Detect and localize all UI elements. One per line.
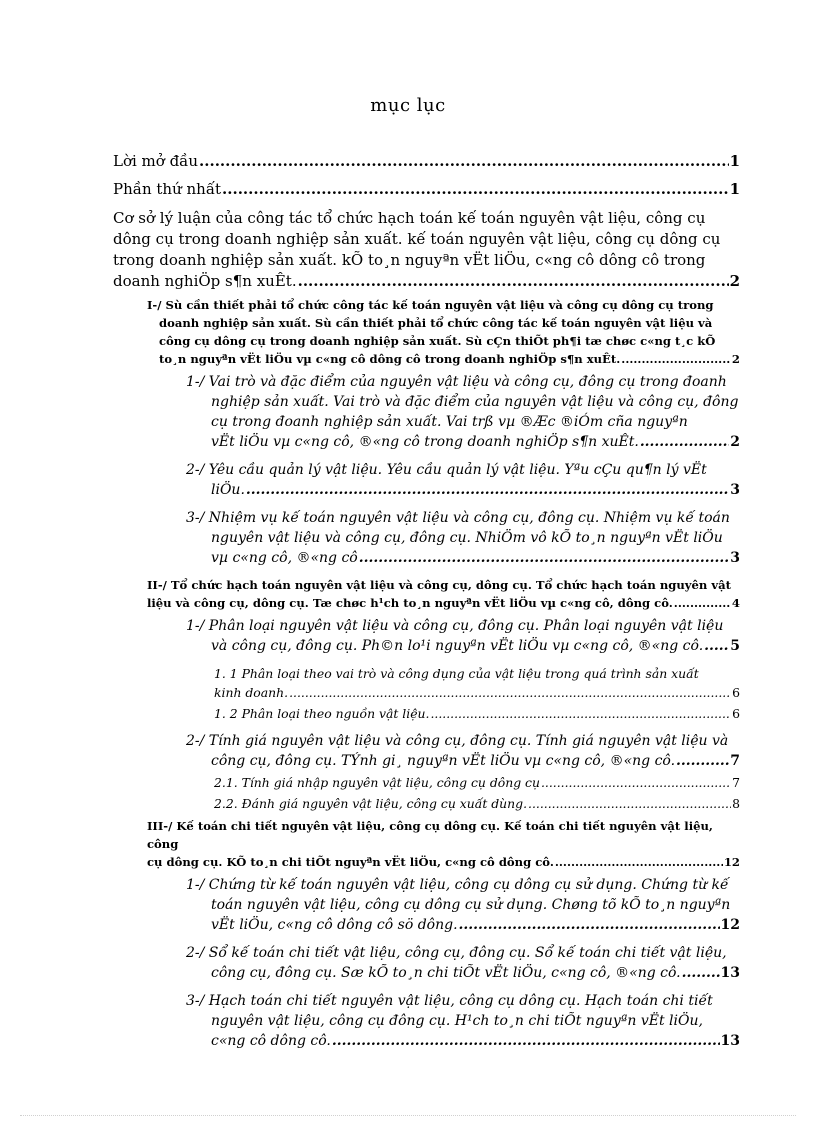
toc-page-number: 13 xyxy=(720,965,740,981)
toc-entry-ii-1[interactable] xyxy=(186,616,740,656)
toc-page-number: 1 xyxy=(729,152,740,170)
dot-leader xyxy=(541,773,731,792)
toc-entry-section-ii[interactable] xyxy=(147,576,740,612)
dot-leader xyxy=(298,271,729,292)
toc-entry-title-cont: toán nguyên vật liệu, công cụ dông cụ sử dụng. Chøng tõ kÕ to¸n nguyªn xyxy=(211,897,731,913)
toc-page-number: 6 xyxy=(732,706,740,721)
dot-leader xyxy=(676,751,729,771)
toc-page-number: 3 xyxy=(730,550,740,566)
toc-entry-i-3[interactable] xyxy=(186,508,740,568)
toc-entry-ii-2[interactable] xyxy=(186,731,740,771)
dot-leader xyxy=(246,480,729,500)
toc-entry-title-end: công cụ, đông cụ. Sæ kÕ to¸n chi tiÕt vËt liÖu, c«ng cô, ®«ng cô. xyxy=(211,965,681,981)
toc-entry-title-end: c«ng cô dông cô. xyxy=(211,1033,331,1049)
dot-leader xyxy=(682,963,720,983)
toc-entry-title: III-/ Kế toán chi tiết nguyên vật liệu, công cụ dông cụ. Kế toán chi tiết nguyên vật liệu, công xyxy=(147,819,713,851)
toc-entry-section-iii[interactable] xyxy=(147,817,740,871)
toc-entry-title-cont: nguyên vật liệu và công cụ, đông cụ. NhiÖm vô kÕ to¸n nguyªn vËt liÖu xyxy=(211,530,723,546)
toc-page-number: 2 xyxy=(731,352,740,366)
dot-leader xyxy=(359,548,730,568)
toc-entry-title-end: liệu và công cụ, dông cụ. Tæ chøc h¹ch to¸n nguyªn vËt liÖu vµ c«ng cô, dông cô. xyxy=(147,596,673,610)
dot-leader xyxy=(222,180,729,198)
toc-entry-title: 2.1. Tính giá nhập nguyên vật liệu, công cụ dông cụ xyxy=(214,775,540,790)
toc-page-number: 2 xyxy=(729,272,740,290)
toc-entry-title: 1-/ Chứng từ kế toán nguyên vật liệu, công cụ dông cụ sử dụng. Chứng từ kế xyxy=(186,877,729,893)
toc-page-number: 1 xyxy=(729,180,740,198)
toc-page-number: 13 xyxy=(720,1033,740,1049)
toc-entry-title-end: doanh nghiÖp s¶n xuÊt. xyxy=(113,272,297,290)
toc-entry-title-end: công cụ, đông cụ. TÝnh gi¸ nguyªn vËt liÖu vµ c«ng cô, ®«ng cô. xyxy=(211,753,676,769)
toc-entry-ii-2-2[interactable] xyxy=(214,794,740,813)
toc-entry-iii-3[interactable] xyxy=(186,991,740,1051)
dot-leader xyxy=(289,683,731,702)
dot-leader xyxy=(332,1031,720,1051)
toc-entry-title: 1. 2 Phân loại theo nguồn vật liệu. xyxy=(214,706,430,721)
dot-leader xyxy=(459,915,720,935)
dot-leader xyxy=(555,853,723,871)
toc-entry-co-so-ly-luan[interactable] xyxy=(113,208,740,292)
toc-page-number: 4 xyxy=(731,596,740,610)
toc-entry-loi-mo-dau[interactable] xyxy=(113,152,740,170)
toc-entry-title-end: to¸n nguyªn vËt liÖu vµ c«ng cô dông cô trong doanh nghiÖp s¶n xuÊt. xyxy=(159,352,621,366)
toc-entry-iii-1[interactable] xyxy=(186,875,740,935)
toc-entry-title: 1-/ Phân loại nguyên vật liệu và công cụ, đông cụ. Phân loại nguyên vật liệu xyxy=(186,618,724,634)
toc-page-number: 8 xyxy=(732,796,740,811)
toc-entry-title-end: vµ c«ng cô, ®«ng cô xyxy=(211,550,358,566)
toc-entry-title-end: kinh doanh. xyxy=(214,685,289,700)
toc-entry-title: 3-/ Hạch toán chi tiết nguyên vật liệu, công cụ dông cụ. Hạch toán chi tiết xyxy=(186,993,713,1009)
dot-leader xyxy=(528,794,731,813)
toc-entry-title-cont: nguyên vật liệu, công cụ đông cụ. H¹ch to¸n chi tiÕt nguyªn vËt liÖu, xyxy=(211,1013,703,1029)
toc-entry-title: 2-/ Yêu cầu quản lý vật liệu. Yêu cầu quản lý vật liệu. Yªu cÇu qu¶n lý vËt xyxy=(186,462,707,478)
toc-entry-iii-2[interactable] xyxy=(186,943,740,983)
toc-entry-title-end: vËt liÖu vµ c«ng cô, ®«ng cô trong doanh nghiÖp s¶n xuÊt. xyxy=(211,434,639,450)
toc-entry-title-end: cụ dông cụ. KÕ to¸n chi tiÕt nguyªn vËt liÖu, c«ng cô dông cô. xyxy=(147,855,554,869)
page-title: mục lục xyxy=(370,95,446,116)
dot-leader xyxy=(640,432,729,452)
toc-entry-title: 3-/ Nhiệm vụ kế toán nguyên vật liệu và công cụ, đông cụ. Nhiệm vụ kế toán xyxy=(186,510,730,526)
toc-entry-title: Phần thứ nhất xyxy=(113,180,222,198)
toc-page-number: 5 xyxy=(730,638,740,654)
toc-page-number: 12 xyxy=(723,855,740,869)
dot-leader xyxy=(704,636,729,656)
toc-entry-title: II-/ Tổ chức hạch toán nguyên vật liệu và công cụ, dông cụ. Tổ chức hạch toán nguyên vật xyxy=(147,578,731,592)
toc-page-number: 7 xyxy=(732,775,740,790)
toc-entry-title: I-/ Sù cần thiết phải tổ chức công tác kế toán nguyên vật liệu và công cụ dông cụ trong xyxy=(147,298,714,312)
toc-entry-ii-2-1[interactable] xyxy=(214,773,740,792)
toc-entry-i-2[interactable] xyxy=(186,460,740,500)
dot-leader xyxy=(430,704,731,723)
toc-entry-title: 2.2. Đánh giá nguyên vật liệu, công cụ xuất dùng. xyxy=(214,796,528,811)
toc-entry-i-1[interactable] xyxy=(186,372,740,452)
toc-entry-title-end: liÖu. xyxy=(211,482,245,498)
dot-leader xyxy=(621,350,731,368)
dot-leader xyxy=(199,152,729,170)
page-bottom-divider xyxy=(20,1115,796,1117)
toc-page-number: 3 xyxy=(730,482,740,498)
toc-entry-title-end: vËt liÖu, c«ng cô dông cô sö dông. xyxy=(211,917,458,933)
table-of-contents xyxy=(113,152,740,1059)
dot-leader xyxy=(674,594,731,612)
toc-entry-ii-1-2[interactable] xyxy=(214,704,740,723)
toc-entry-title: 1. 1 Phân loại theo vai trò và công dụng của vật liệu trong quá trình sản xuất xyxy=(214,666,699,681)
toc-page-number: 2 xyxy=(730,434,740,450)
toc-entry-section-i[interactable] xyxy=(147,296,740,368)
toc-entry-title: 2-/ Tính giá nguyên vật liệu và công cụ, đông cụ. Tính giá nguyên vật liệu và xyxy=(186,733,729,749)
toc-page-number: 7 xyxy=(730,753,740,769)
toc-entry-phan-thu-nhat[interactable] xyxy=(113,180,740,198)
toc-entry-title-cont: nghiệp sản xuất. Vai trò và đặc điểm của nguyên vật liệu và công cụ, đông cụ trong đoanh nghiệp sản xuất. Vai trß vµ ®Æc ®iÓm cña nguyªn xyxy=(211,394,739,430)
toc-entry-title: Lời mở đầu xyxy=(113,152,199,170)
toc-entry-ii-1-1[interactable] xyxy=(214,664,740,702)
toc-entry-title: 1-/ Vai trò và đặc điểm của nguyên vật liệu và công cụ, đông cụ trong đoanh xyxy=(186,374,727,390)
toc-page-number: 6 xyxy=(732,685,740,700)
toc-entry-title: Cơ sở lý luận của công tác tổ chức hạch toán kế toán nguyên vật liệu, công cụ dông cụ trong doanh nghiệp sản xuất. kế toán nguyên vật liệu, công cụ dông cụ trong doanh nghiệp sản xuất. kÕ to¸n nguyªn vËt liÖu, c«ng cô dông cô trong xyxy=(113,209,721,269)
toc-entry-title: 2-/ Sổ kế toán chi tiết vật liệu, công cụ, đông cụ. Sổ kế toán chi tiết vật liệu, xyxy=(186,945,727,961)
toc-page-number: 12 xyxy=(720,917,740,933)
toc-entry-title-cont: doanh nghiệp sản xuất. Sù cần thiết phải tổ chức công tác kế toán nguyên vật liệu và công cụ dông cụ trong doanh nghiệp sản xuất. Sù cÇn thiÕt ph¶i tæ chøc c«ng t¸c kÕ xyxy=(159,316,716,348)
toc-entry-title-end: và công cụ, đông cụ. Ph©n lo¹i nguyªn vËt liÖu vµ c«ng cô, ®«ng cô. xyxy=(211,638,704,654)
